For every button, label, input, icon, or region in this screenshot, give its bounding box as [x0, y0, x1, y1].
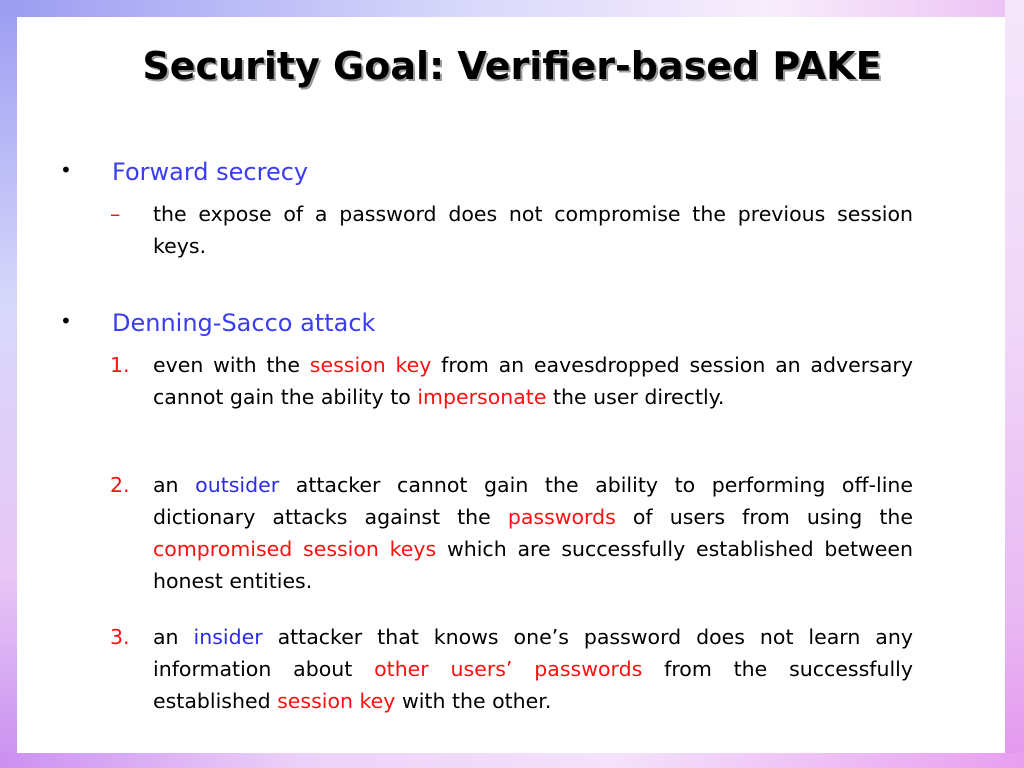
- emphasis-red: other users’ passwords: [374, 657, 643, 681]
- list-item-forward-secrecy: [110, 198, 913, 262]
- dash-marker: –: [110, 202, 121, 226]
- text-run: an: [153, 625, 194, 649]
- text-run: with the other.: [395, 689, 552, 713]
- number-marker: 2.: [110, 473, 130, 497]
- text-run: which are successfully established between honest entities.: [153, 537, 913, 593]
- frame-left-gradient: [0, 0, 17, 768]
- emphasis-red: passwords: [507, 505, 616, 529]
- item-text: [153, 469, 913, 597]
- frame-bottom-gradient: [0, 753, 1024, 768]
- item-text: [153, 198, 913, 262]
- list-item-2: [110, 469, 913, 597]
- bullet-dot: •: [60, 309, 72, 333]
- slide-title: Security Goal: Verifier-based PAKE: [142, 44, 882, 88]
- item-text: [153, 349, 913, 413]
- emphasis-red: compromised session keys: [153, 537, 437, 561]
- text-run: attacker that knows one’s password does not learn any information about: [153, 625, 913, 681]
- bullet-heading: Denning-Sacco attack: [112, 309, 376, 337]
- text-run: from the successfully established: [153, 657, 914, 713]
- text-run: of users from using the: [615, 505, 913, 529]
- emphasis-red: session key: [309, 353, 432, 377]
- list-item-3: [110, 621, 913, 717]
- item-text: [153, 621, 913, 717]
- list-item-1: [110, 349, 913, 413]
- text-run: an: [153, 473, 196, 497]
- number-marker: 1.: [110, 353, 130, 377]
- text-run: attacker cannot gain the ability to performing off-line dictionary attacks against the: [153, 473, 913, 529]
- bullet-heading: Forward secrecy: [112, 158, 309, 186]
- text-run: the user directly.: [546, 385, 725, 409]
- frame-top-gradient: [0, 0, 1024, 17]
- text-run: even with the: [153, 353, 310, 377]
- frame-right-gradient: [1005, 0, 1024, 768]
- bullet-dot: •: [60, 158, 72, 182]
- bullet-forward-secrecy: [60, 158, 920, 192]
- emphasis-blue: insider: [193, 625, 263, 649]
- emphasis-red: impersonate: [417, 385, 547, 409]
- number-marker: 3.: [110, 625, 130, 649]
- text-run: from an eavesdropped session an adversary cannot gain the ability to: [153, 353, 913, 409]
- bullet-denning-sacco: [60, 309, 920, 343]
- emphasis-blue: outsider: [195, 473, 280, 497]
- text-run: the expose of a password does not compromise the previous session keys.: [153, 202, 913, 258]
- emphasis-red: session key: [277, 689, 396, 713]
